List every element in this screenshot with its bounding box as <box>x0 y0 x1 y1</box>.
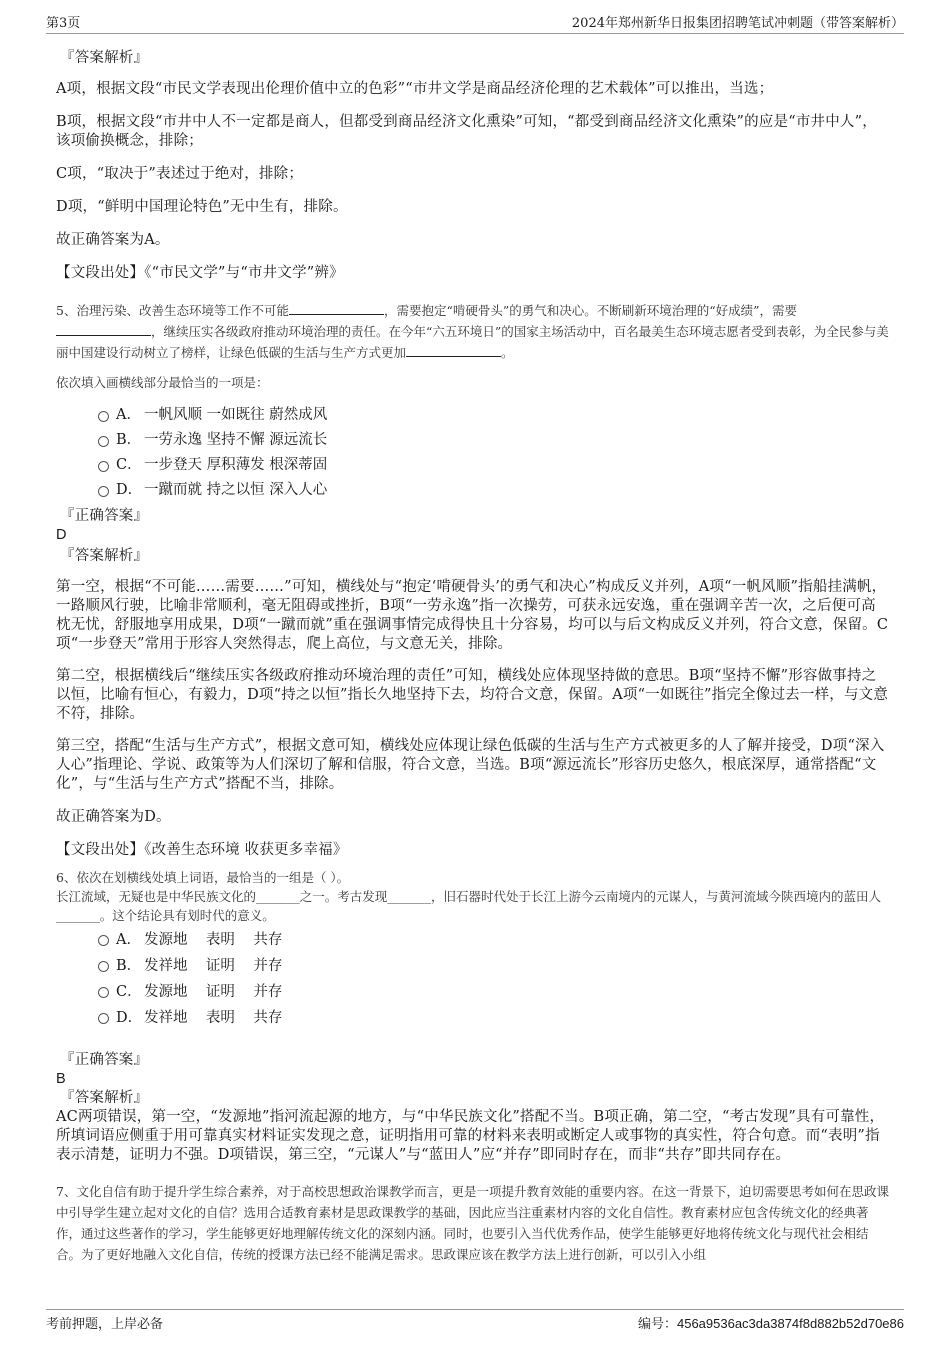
radio-button[interactable] <box>98 987 109 998</box>
source-citation: 【文段出处】《改善生态环境 收获更多幸福》 <box>56 842 348 858</box>
analysis-conclusion: 故正确答案为D。 <box>56 809 171 825</box>
option-c[interactable]: C． 发源地 证明 并存 <box>56 979 890 1005</box>
header-divider <box>46 33 904 34</box>
radio-button[interactable] <box>98 411 109 422</box>
page-content <box>56 42 890 1265</box>
radio-button[interactable] <box>98 436 109 447</box>
question-stem: 5、治理污染、改善生态环境等工作不可能 ，需要抱定“啃硬骨头”的勇气和决心。不断刷新环境治理的“好成绩”，需要，继续压实各级政府推动环境治理的责任。在今年“六五环境日”的国家主场活动中，百名最美生态环境志愿者受到表彰，为全民参与美丽中国建设行动树立了榜样，让绿色低碳的生活与生产方式更加 。 <box>56 303 889 360</box>
page-header <box>46 12 904 32</box>
answer-blank <box>406 344 501 357</box>
footer-slogan: 考前押题，上岸必备 <box>46 1317 164 1332</box>
page-number: 第3页 <box>46 16 81 31</box>
options-list <box>56 927 890 1031</box>
option-b[interactable]: B． 发祥地 证明 并存 <box>56 953 890 979</box>
answer-label: 『正确答案』 <box>60 1052 149 1068</box>
option-d[interactable]: D． 发祥地 表明 共存 <box>56 1005 890 1031</box>
q5-answer <box>56 507 890 860</box>
question-7 <box>56 1181 890 1265</box>
analysis-option-a: A项，根据文段“市民文学表现出伦理价值中立的色彩”“市井文学是商品经济伦理的艺术载体”可以推出，当选； <box>56 81 774 97</box>
answer-label: 『正确答案』 <box>60 508 149 524</box>
question-prompt: 依次填入画横线部分最恰当的一项是： <box>56 375 269 390</box>
radio-button[interactable] <box>98 486 109 497</box>
option-a[interactable]: A． 一帆风顺 一如既往 蔚然成风 <box>56 403 890 428</box>
radio-button[interactable] <box>98 461 109 472</box>
question-stem: 7、文化自信有助于提升学生综合素养，对于高校思想政治课教学而言，更是一项提升教育效能的重要内容。在这一背景下，迫切需要思考如何在思政课中引导学生建立起对文化的自信？选用合适教育素材是思政课教学的基础，因此应当注重素材内容的文化自信性。教育素材应包含传统文化的经典著作，通过这些著作的学习，学生能够更好地理解传统文化的深刻内涵。同时，也要引入当代优秀作品，使学生能够更好地将传统文化与现代社会相结合。为了更好地融入文化自信，传统的授课方法已经不能满足需求。思政课应该在教学方法上进行创新，可以引入小组 <box>56 1184 889 1262</box>
footer-divider <box>46 1309 904 1310</box>
correct-answer: D <box>56 527 67 543</box>
option-a[interactable]: A． 发源地 表明 共存 <box>56 927 890 953</box>
options-list <box>56 403 890 503</box>
analysis-option-b: B项，根据文段“市井中人不一定都是商人，但都受到商品经济文化熏染”可知，“都受到商品经济文化熏染”的应是“市井中人”，该项偷换概念，排除； <box>56 114 877 149</box>
question-5 <box>56 300 890 860</box>
answer-blank <box>56 323 151 336</box>
answer-blank <box>289 302 384 315</box>
correct-answer: B <box>56 1071 66 1087</box>
analysis-blank-2: 第二空，根据横线后“继续压实各级政府推动环境治理的责任”可知，横线处应体现坚持做的意思。B项“坚持不懈”形容做事持之以恒，比喻有恒心，有毅力，D项“持之以恒”指长久地坚持下去，均符合文意，保留。A项“一如既往”指完全像过去一样，与文意不符，排除。 <box>56 668 889 722</box>
option-d[interactable]: D． 一蹴而就 持之以恒 深入人心 <box>56 478 890 503</box>
option-b[interactable]: B． 一劳永逸 坚持不懈 源远流长 <box>56 428 890 453</box>
question-6 <box>56 868 890 1165</box>
radio-button[interactable] <box>98 961 109 972</box>
analysis-label: 『答案解析』 <box>60 548 149 564</box>
q6-answer <box>56 1051 890 1165</box>
q4-analysis <box>56 49 890 283</box>
document-id: 编号：456a9536ac3da3874f8d882b52d70e86 <box>637 1316 904 1331</box>
analysis-label: 『答案解析』 <box>60 50 149 66</box>
analysis-text: AC两项错误，第一空，“发源地”指河流起源的地方，与“中华民族文化”搭配不当。B项正确，第二空，“考古发现”具有可靠性，所填词语应侧重于用可靠真实材料证实发现之意，证明指用可靠的材料来表明或断定人或事物的真实性，符合句意。而“表明”指表示清楚，证明力不强。D项错误，第三空，“元谋人”与“蓝田人”应“并存”即同时存在，而非“共存”即共同存在。 <box>56 1109 885 1163</box>
document-title: 2024年郑州新华日报集团招聘笔试冲刺题（带答案解析） <box>571 16 904 31</box>
source-citation: 【文段出处】《“市民文学”与“市井文学”辨》 <box>56 265 344 281</box>
radio-button[interactable] <box>98 1013 109 1024</box>
analysis-blank-3: 第三空，搭配“生活与生产方式”，根据文意可知，横线处应体现让绿色低碳的生活与生产方式被更多的人了解并接受，D项“深入人心”指理论、学说、政策等为人们深切了解和信服，符合文意，当选。B项“源远流长”形容历史悠久，根底深厚，通常搭配“文化”，与“生活与生产方式”搭配不当，排除。 <box>56 738 885 792</box>
analysis-label: 『答案解析』 <box>60 1090 149 1106</box>
option-c[interactable]: C． 一步登天 厚积薄发 根深蒂固 <box>56 453 890 478</box>
analysis-conclusion: 故正确答案为A。 <box>56 232 170 248</box>
radio-button[interactable] <box>98 935 109 946</box>
analysis-option-d: D项，“鲜明中国理论特色”无中生有，排除。 <box>56 199 348 215</box>
analysis-blank-1: 第一空，根据“不可能……需要……”可知，横线处与“抱定‘啃硬骨头’的勇气和决心”构成反义并列，A项“一帆风顺”指船挂满帆，一路顺风行驶，比喻非常顺利，毫无阻碍或挫折，B项“一劳永逸”指一次操劳，可获永远安逸，重在强调辛苦一次，之后便可高枕无忧，舒服地享用成果，D项“一蹴而就”重在强调事情完成得快且十分容易，均可以与后文构成反义并列，符合文意，保留。C项“一步登天”常用于形容人突然得志，爬上高位，与文意无关，排除。 <box>56 579 889 652</box>
question-stem: 6、依次在划横线处填上词语，最恰当的一组是（ ）。 <box>56 870 350 885</box>
analysis-option-c: C项，“取决于”表述过于绝对，排除； <box>56 166 304 182</box>
question-passage: 长江流域，无疑也是中华民族文化的_______之一。考古发现_______，旧石器时代处于长江上游今云南境内的元谋人，与黄河流域今陕西境内的蓝田人_______。这个结论具有划时代的意义。 <box>56 889 882 923</box>
page-footer <box>46 1313 904 1333</box>
